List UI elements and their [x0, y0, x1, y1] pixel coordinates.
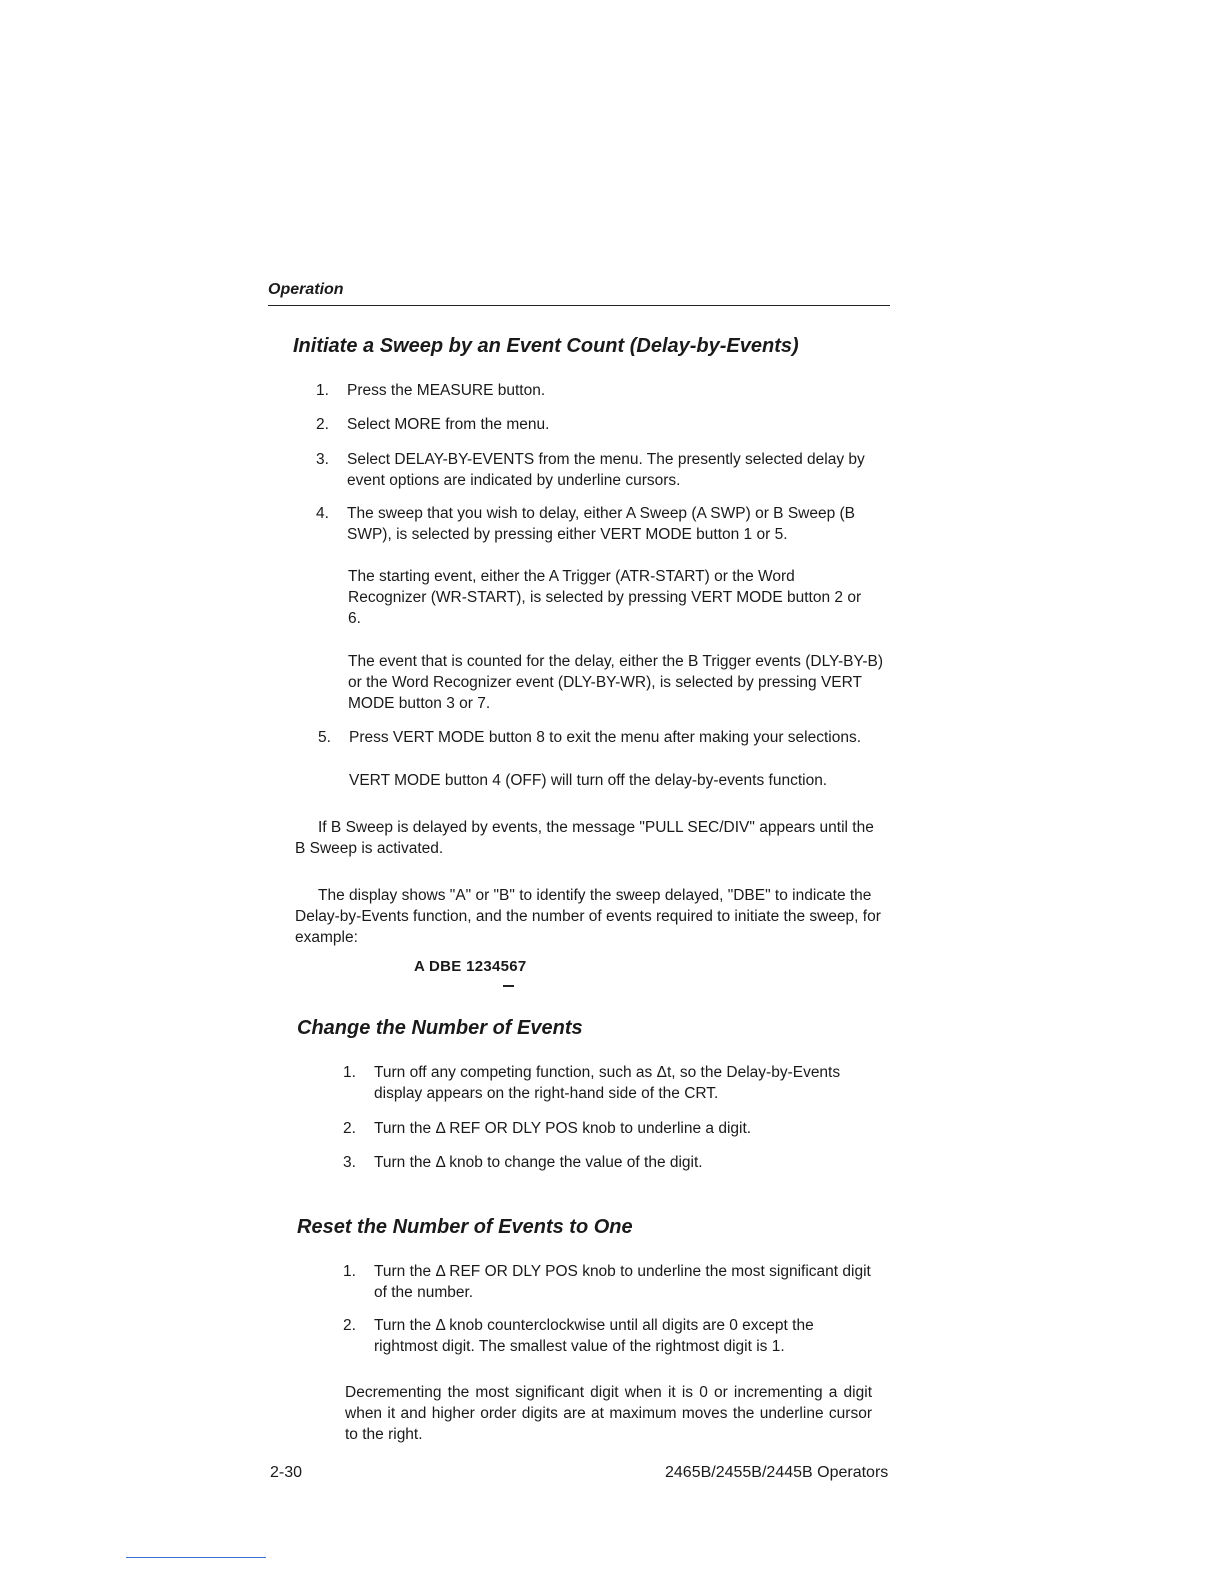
step-text: Turn the Δ REF OR DLY POS knob to underline the most significant digit of the number. — [374, 1263, 871, 1301]
step-text: The sweep that you wish to delay, either A Sweep (A SWP) or B Sweep (B SWP), is selected by pressing either VERT MODE button 1 or 5. — [347, 505, 856, 543]
manual-title: 2465B/2455B/2445B Operators — [665, 1464, 889, 1481]
step-text: Turn the Δ knob to change the value of the digit. — [374, 1154, 703, 1171]
step-sub-paragraph: The starting event, either the A Trigger (ATR-START) or the Word Recognizer (WR-START), is selected by pressing VERT MODE button 2 or 6. — [348, 568, 862, 627]
display-example: A DBE 1234567 — [414, 958, 527, 975]
section-heading-delay-by-events: Initiate a Sweep by an Event Count (Delay-by-Events) — [293, 335, 799, 357]
header-rule — [268, 305, 890, 306]
step-text: Press VERT MODE button 8 to exit the menu after making your selections. — [349, 729, 862, 746]
step-text: Turn the Δ REF OR DLY POS knob to underline a digit. — [374, 1120, 752, 1137]
step-number: 2. — [343, 1120, 356, 1137]
step-number: 3. — [316, 451, 329, 468]
step-number: 1. — [343, 1263, 356, 1280]
step-text: Select MORE from the menu. — [347, 416, 550, 433]
section-heading-change-events: Change the Number of Events — [297, 1017, 583, 1039]
step-text: Turn off any competing function, such as Δt, so the Delay-by-Events display appears on the right-hand side of the CRT. — [374, 1064, 841, 1102]
step-number: 2. — [316, 416, 329, 433]
step-text: Press the MEASURE button. — [347, 382, 546, 399]
note-paragraph: The display shows "A" or "B" to identify the sweep delayed, "DBE" to indicate the Delay-by-Events function, and the number of events required to initiate the sweep, for example: — [295, 887, 881, 946]
step-text: Turn the Δ knob counterclockwise until all digits are 0 except the rightmost digit. The smallest value of the rightmost digit is 1. — [374, 1317, 814, 1355]
note-paragraph: Decrementing the most significant digit when it is 0 or incrementing a digit when it and higher order digits are at maximum moves the underline cursor to the right. — [345, 1384, 872, 1443]
step-number: 4. — [316, 505, 329, 522]
step-sub-paragraph: The event that is counted for the delay, either the B Trigger events (DLY-BY-B) or the Word Recognizer event (DLY-BY-WR), is selected by pressing VERT MODE button 3 or 7. — [348, 653, 884, 712]
bottom-rule — [126, 1557, 266, 1558]
step-number: 5. — [318, 729, 331, 746]
step-number: 1. — [316, 382, 329, 399]
step-number: 2. — [343, 1317, 356, 1334]
section-heading-reset-events: Reset the Number of Events to One — [297, 1216, 633, 1238]
step-text: Select DELAY-BY-EVENTS from the menu. The presently selected delay by event options are indicated by underline cursors. — [347, 451, 865, 489]
step-number: 1. — [343, 1064, 356, 1081]
step-sub-paragraph: VERT MODE button 4 (OFF) will turn off the delay-by-events function. — [349, 772, 828, 789]
underline-cursor — [503, 985, 514, 987]
page-number: 2-30 — [270, 1464, 303, 1481]
note-paragraph: If B Sweep is delayed by events, the message "PULL SEC/DIV" appears until the B Sweep is activated. — [295, 819, 874, 857]
running-header: Operation — [268, 281, 344, 298]
step-number: 3. — [343, 1154, 356, 1171]
